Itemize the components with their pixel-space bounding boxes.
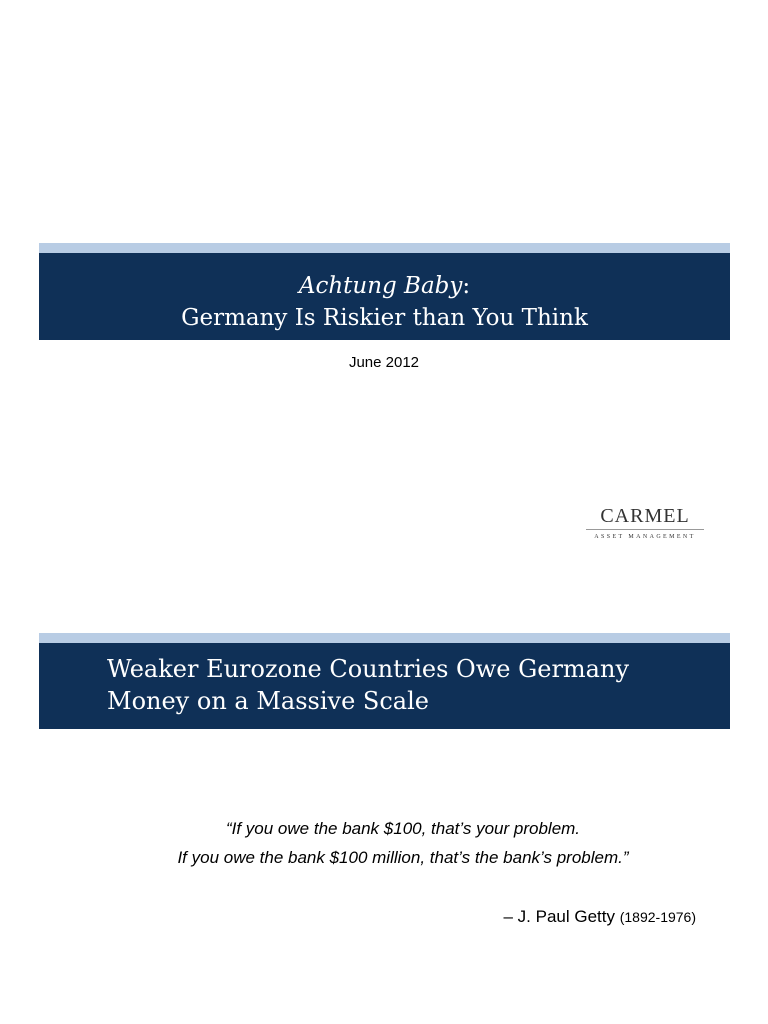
cover-title — [39, 272, 730, 300]
carmel-logo — [584, 505, 706, 541]
quote-author: – J. Paul Getty — [503, 907, 615, 926]
cover-title-banner — [39, 253, 730, 340]
cover-subtitle: Germany Is Riskier than You Think — [181, 305, 588, 331]
quote-line-1: “If you owe the bank $100, that’s your problem. — [225, 819, 581, 838]
cover-title-colon: : — [462, 273, 471, 299]
logo-tagline: ASSET MANAGEMENT — [594, 534, 696, 540]
section-title — [107, 653, 717, 717]
quote-line-2: If you owe the bank $100 million, that’s the bank’s problem.” — [177, 848, 629, 867]
logo-divider — [586, 529, 704, 530]
section-title-banner — [39, 643, 730, 729]
report-date: June 2012 — [348, 354, 420, 371]
section-accent-strip — [39, 633, 730, 643]
cover-accent-strip — [39, 243, 730, 253]
cover-title-italic: Achtung Baby — [298, 273, 463, 299]
quote-attribution — [503, 906, 696, 928]
section-title-line-2: Money on a Massive Scale — [107, 687, 429, 715]
quote-author-years: (1892-1976) — [619, 909, 696, 925]
section-title-line-1: Weaker Eurozone Countries Owe Germany — [107, 655, 629, 683]
logo-name: CARMEL — [600, 505, 690, 527]
